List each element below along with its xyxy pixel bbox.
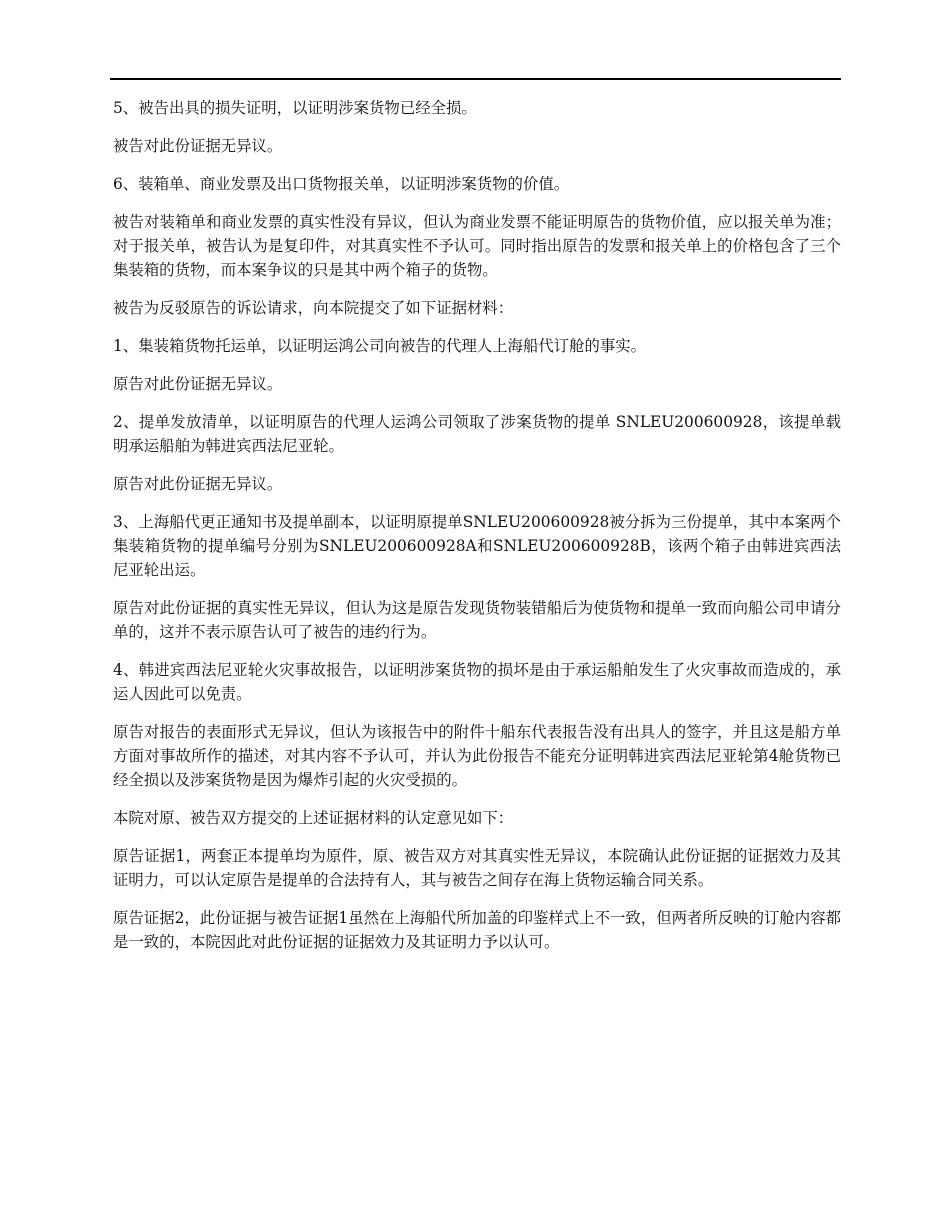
paragraph: 2、提单发放清单，以证明原告的代理人运鸿公司领取了涉案货物的提单 SNLEU200600928，该提单载明承运船舶为韩进宾西法尼亚轮。 [113, 413, 841, 455]
paragraph: 原告对此份证据无异议。 [113, 375, 283, 393]
paragraph: 3、上海船代更正通知书及提单副本，以证明原提单SNLEU200600928被分拆为三份提单，其中本案两个集装箱货物的提单编号分别为SNLEU200600928A和SNLEU200600928B，该两个箱子由韩进宾西法尼亚轮出运。 [113, 513, 841, 579]
paragraph: 原告证据2，此份证据与被告证据1虽然在上海船代所加盖的印鉴样式上不一致，但两者所反映的订舱内容都是一致的，本院因此对此份证据的证据效力及其证明力予以认可。 [113, 909, 841, 951]
paragraph: 本院对原、被告双方提交的上述证据材料的认定意见如下： [113, 809, 514, 827]
paragraph: 原告对此份证据的真实性无异议，但认为这是原告发现货物装错船后为使货物和提单一致而向船公司申请分单的，这并不表示原告认可了被告的违约行为。 [113, 599, 841, 641]
paragraph: 1、集装箱货物托运单，以证明运鸿公司向被告的代理人上海船代订舱的事实。 [113, 337, 647, 355]
paragraph: 原告对此份证据无异议。 [113, 475, 283, 493]
header-rule [110, 78, 841, 80]
paragraph: 被告对此份证据无异议。 [113, 137, 283, 155]
paragraph: 4、韩进宾西法尼亚轮火灾事故报告，以证明涉案货物的损坏是由于承运船舶发生了火灾事故而造成的，承运人因此可以免责。 [113, 661, 841, 703]
document-body [113, 96, 841, 968]
paragraph: 6、装箱单、商业发票及出口货物报关单，以证明涉案货物的价值。 [113, 175, 570, 193]
paragraph: 被告对装箱单和商业发票的真实性没有异议，但认为商业发票不能证明原告的货物价值，应以报关单为准；对于报关单，被告认为是复印件，对其真实性不予认可。同时指出原告的发票和报关单上的价格包含了三个集装箱的货物，而本案争议的只是其中两个箱子的货物。 [113, 213, 841, 279]
paragraph: 原告证据1，两套正本提单均为原件，原、被告双方对其真实性无异议，本院确认此份证据的证据效力及其证明力，可以认定原告是提单的合法持有人，其与被告之间存在海上货物运输合同关系。 [113, 847, 841, 889]
paragraph: 5、被告出具的损失证明，以证明涉案货物已经全损。 [113, 99, 477, 117]
paragraph: 原告对报告的表面形式无异议，但认为该报告中的附件十船东代表报告没有出具人的签字，并且这是船方单方面对事故所作的描述，对其内容不予认可，并认为此份报告不能充分证明韩进宾西法尼亚轮第4舱货物已经全损以及涉案货物是因为爆炸引起的火灾受损的。 [113, 723, 841, 789]
paragraph: 被告为反驳原告的诉讼请求，向本院提交了如下证据材料： [113, 299, 514, 317]
